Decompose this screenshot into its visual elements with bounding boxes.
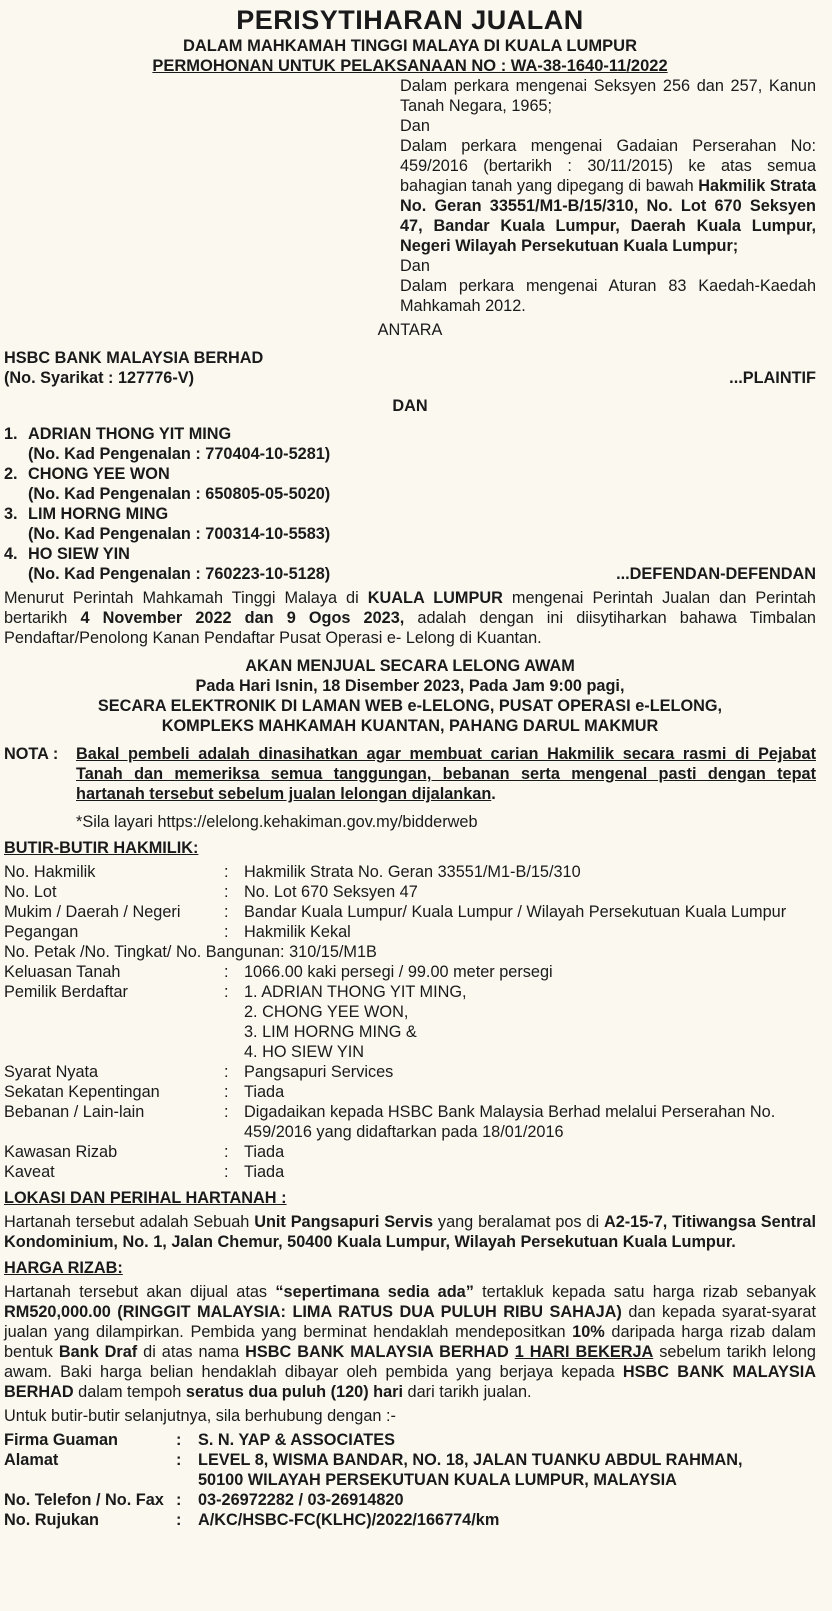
court-name: DALAM MAHKAMAH TINGGI MALAYA DI KUALA LUMPUR <box>182 37 638 55</box>
dan-label: DAN <box>392 397 428 415</box>
contact-phone: No. Telefon / No. Fax : 03-26972282 / 03-26914820 <box>4 1491 404 1509</box>
location-heading: LOKASI DAN PERIHAL HARTANAH : <box>4 1189 287 1207</box>
list-item <box>4 444 816 464</box>
title-details-heading: BUTIR-BUTIR HAKMILIK: <box>4 839 199 857</box>
auction-block <box>4 656 816 736</box>
reserve-heading: HARGA RIZAB: <box>4 1259 123 1277</box>
detail-petak: No. Petak /No. Tingkat/ No. Bangunan: 310/15/M1B <box>4 943 377 961</box>
order-paragraph: Menurut Perintah Mahkamah Tinggi Malaya di KUALA LUMPUR mengenai Perintah Jualan dan Perintah bertarikh 4 November 2022 dan 9 Ogos 2023, adalah dengan ini diisytiharkan bahawa Timbalan Pendaftar/Penolong Kanan Pendaftar Pusat Operasi e- Lelong di Kuantan. <box>4 589 816 647</box>
list-item <box>4 524 816 544</box>
plaintiff-name: HSBC BANK MALAYSIA BERHAD <box>4 349 264 367</box>
auction-line-1: AKAN MENJUAL SECARA LELONG AWAM <box>245 657 575 675</box>
contact-block <box>4 1430 816 1530</box>
matter-rules: Dalam perkara mengenai Aturan 83 Kaedah-Kaedah Mahkamah 2012. <box>400 277 816 315</box>
application-number: PERMOHONAN UNTUK PELAKSANAAN NO : WA-38-1640-11/2022 <box>152 57 668 75</box>
auction-date: Pada Hari Isnin, 18 Disember 2023, Pada Jam 9:00 pagi, <box>195 677 625 695</box>
defendant-name: CHONG YEE WON <box>28 465 170 483</box>
list-item <box>4 484 816 504</box>
defendant-name: HO SIEW YIN <box>28 545 130 563</box>
list-item: 3. LIM HORNG MING <box>4 505 169 523</box>
nota-text: Bakal pembeli adalah dinasihatkan agar membuat carian Hakmilik secara rasmi di Pejabat Tanah dan memeriksa semua tanggungan, bebanan serta mengenal pasti dengan tepat hartanah tersebut sebelum jualan lelongan dijalankan. <box>76 745 816 803</box>
detail-no-hakmilik: No. Hakmilik : Hakmilik Strata No. Geran 33551/M1-B/15/310 <box>4 863 581 881</box>
defendant-ic: (No. Kad Pengenalan : 650805-05-5020) <box>28 485 331 503</box>
auction-line-4: KOMPLEKS MAHKAMAH KUANTAN, PAHANG DARUL MAKMUR <box>161 717 659 735</box>
reserve-paragraph: Hartanah tersebut akan dijual atas “sepertimana sedia ada” tertakluk kepada satu harga rizab sebanyak RM520,000.00 (RINGGIT MALAYSIA: LIMA RATUS DUA PULUH RIBU SAHAJA) dan kepada syarat-syarat jualan yang dilampirkan. Pembida yang berminat hendaklah mendepositkan 10% daripada harga rizab dalam bentuk Bank Draf di atas nama HSBC BANK MALAYSIA BERHAD 1 HARI BEKERJA sebelum tarikh lelong awam. Baki harga belian hendaklah dibayar oleh pembida yang berjaya kepada HSBC BANK MALAYSIA BERHAD dalam tempoh seratus dua puluh (120) hari dari tarikh jualan. <box>4 1283 816 1401</box>
proclamation-title: PERISYTIHARAN JUALAN <box>236 5 584 35</box>
defendants-list <box>4 424 816 584</box>
nota-block <box>4 744 816 832</box>
auction-line-3: SECARA ELEKTRONIK DI LAMAN WEB e-LELONG, PUSAT OPERASI e-LELONG, <box>97 697 723 715</box>
defendant-name: LIM HORNG MING <box>28 505 169 523</box>
list-item: 2. CHONG YEE WON <box>4 465 170 483</box>
detail-mukim: Mukim / Daerah / Negeri : Bandar Kuala Lumpur/ Kuala Lumpur / Wilayah Persekutuan Kuala Lumpur <box>4 903 787 921</box>
detail-sekatan: Sekatan Kepentingan : Tiada <box>4 1083 285 1101</box>
defendant-ic: (No. Kad Pengenalan : 760223-10-5128) <box>28 565 331 583</box>
matter-land-code: Dalam perkara mengenai Seksyen 256 dan 257, Kanun Tanah Negara, 1965; <box>400 77 816 115</box>
nota-label: NOTA : <box>4 745 59 763</box>
detail-no-lot: No. Lot : No. Lot 670 Seksyen 47 <box>4 883 418 901</box>
defendant-ic: (No. Kad Pengenalan : 770404-10-5281) <box>28 445 331 463</box>
detail-kaveat: Kaveat : Tiada <box>4 1163 285 1181</box>
detail-pemilik: Pemilik Berdaftar : 1. ADRIAN THONG YIT MING, 2. CHONG YEE WON, 3. LIM HORNG MING & 4. HO SIEW YIN <box>4 983 467 1061</box>
contact-firm: Firma Guaman : S. N. YAP & ASSOCIATES <box>4 1431 395 1449</box>
antara-label: ANTARA <box>377 321 443 339</box>
plaintiff-reg-no: (No. Syarikat : 127776-V) <box>4 369 195 387</box>
matter-charge: Dalam perkara mengenai Gadaian Perserahan No: 459/2016 (bertarikh : 30/11/2015) ke atas semua bahagian tanah yang dipegang di bawah Hakmilik Strata No. Geran 33551/M1-B/15/310, No. Lot 670 Seksyen 47, Bandar Kuala Lumpur, Daerah Kuala Lumpur, Negeri Wilayah Persekutuan Kuala Lumpur; <box>400 137 816 255</box>
detail-pegangan: Pegangan : Hakmilik Kekal <box>4 923 351 941</box>
sale-proclamation <box>0 4 820 1530</box>
location-paragraph: Hartanah tersebut adalah Sebuah Unit Pangsapuri Servis yang beralamat pos di A2-15-7, Titiwangsa Sentral Kondominium, No. 1, Jalan Chemur, 50400 Kuala Lumpur, Wilayah Persekutuan Kuala Lumpur. <box>4 1213 816 1251</box>
list-item: 1. ADRIAN THONG YIT MING <box>4 425 232 443</box>
contact-intro: Untuk butir-butir selanjutnya, sila berhubung dengan :- <box>4 1407 396 1425</box>
contact-reference: No. Rujukan : A/KC/HSBC-FC(KLHC)/2022/166774/km <box>4 1511 500 1529</box>
detail-bebanan: Bebanan / Lain-lain : Digadaikan kepada HSBC Bank Malaysia Berhad melalui Perserahan No. 459/2016 yang didaftarkan pada 18/01/2016 <box>4 1103 776 1141</box>
elelong-link[interactable]: *Sila layari https://elelong.kehakiman.gov.my/bidderweb <box>76 813 478 831</box>
defendant-ic: (No. Kad Pengenalan : 700314-10-5583) <box>28 525 331 543</box>
title-description: Hakmilik Strata No. Geran 33551/M1-B/15/310, No. Lot 670 Seksyen 47, Bandar Kuala Lumpur, Daerah Kuala Lumpur, Negeri Wilayah Persekutuan Kuala Lumpur; <box>400 177 816 255</box>
plaintiff-role: ...PLAINTIF <box>729 369 816 387</box>
plaintiff-block <box>4 348 816 388</box>
defendant-name: ADRIAN THONG YIT MING <box>28 425 232 443</box>
list-item: 4. HO SIEW YIN <box>4 545 130 563</box>
title-details <box>4 862 816 1182</box>
list-item <box>4 564 816 584</box>
detail-syarat: Syarat Nyata : Pangsapuri Services <box>4 1063 394 1081</box>
matter-and-2: Dan <box>400 257 430 275</box>
matter-and-1: Dan <box>400 117 430 135</box>
detail-keluasan: Keluasan Tanah : 1066.00 kaki persegi / 99.00 meter persegi <box>4 963 553 981</box>
detail-kawasan: Kawasan Rizab : Tiada <box>4 1143 285 1161</box>
contact-address: Alamat : LEVEL 8, WISMA BANDAR, NO. 18, JALAN TUANKU ABDUL RAHMAN, 50100 WILAYAH PERSEKUTUAN KUALA LUMPUR, MALAYSIA <box>4 1451 743 1489</box>
matter-block <box>400 76 816 316</box>
defendants-role: ...DEFENDAN-DEFENDAN <box>616 565 816 583</box>
